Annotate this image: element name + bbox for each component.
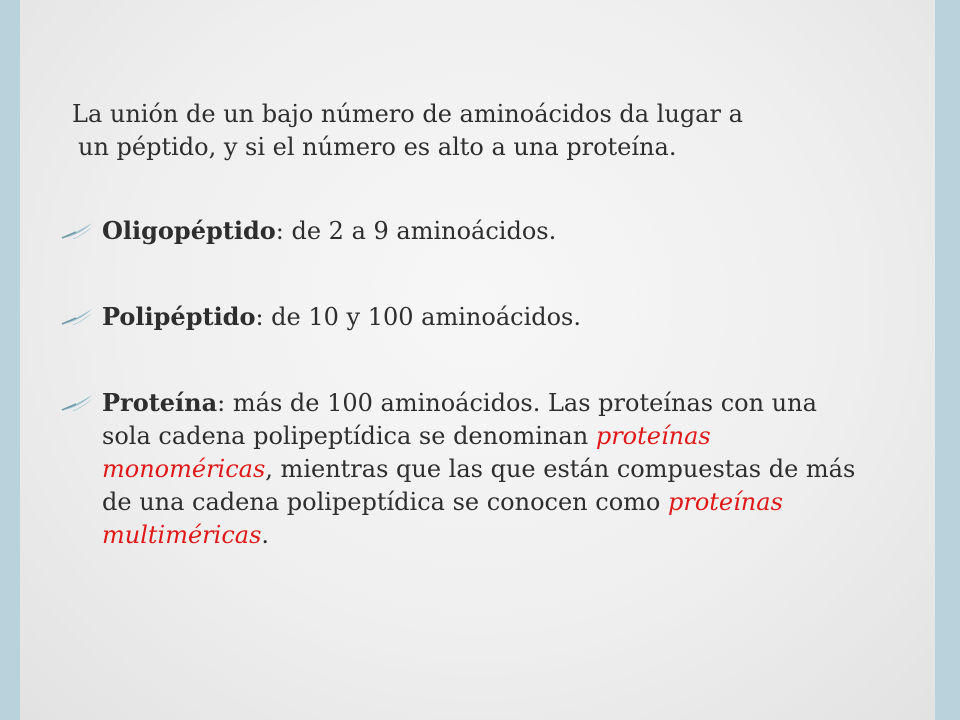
intro-line-1: La unión de un bajo número de aminoácidos da lugar a xyxy=(72,100,743,128)
intro-line-2: un péptido, y si el número es alto a una proteína. xyxy=(78,133,677,161)
feather-quill-icon xyxy=(60,221,96,241)
term-oligopeptido: Oligopéptido xyxy=(102,216,276,245)
definition-proteina-end: . xyxy=(261,521,270,549)
definition-oligopeptido: : de 2 a 9 aminoácidos. xyxy=(275,217,557,245)
bullet-polipeptido xyxy=(60,300,860,334)
term-polipeptido: Polipéptido xyxy=(102,302,256,331)
bullet-proteina xyxy=(60,386,860,552)
highlight-proteinas-monomericas: proteínas monoméricas xyxy=(102,422,711,483)
term-proteina: Proteína xyxy=(102,388,218,417)
definition-proteina-middle: , mientras que las que están compuestas de más de una cadena polipeptídica se conocen como xyxy=(102,455,856,516)
feather-quill-icon xyxy=(60,307,96,327)
highlight-proteinas-multimericas: proteínas multiméricas xyxy=(102,488,783,549)
intro-paragraph xyxy=(60,98,860,164)
feather-quill-icon xyxy=(60,393,96,413)
definition-polipeptido: : de 10 y 100 aminoácidos. xyxy=(255,303,582,331)
bullet-oligopeptido xyxy=(60,214,860,248)
definition-proteina: : más de 100 aminoácidos. Las proteínas con una sola cadena polipeptídica se denominan xyxy=(102,389,817,450)
slide-content xyxy=(60,98,860,552)
